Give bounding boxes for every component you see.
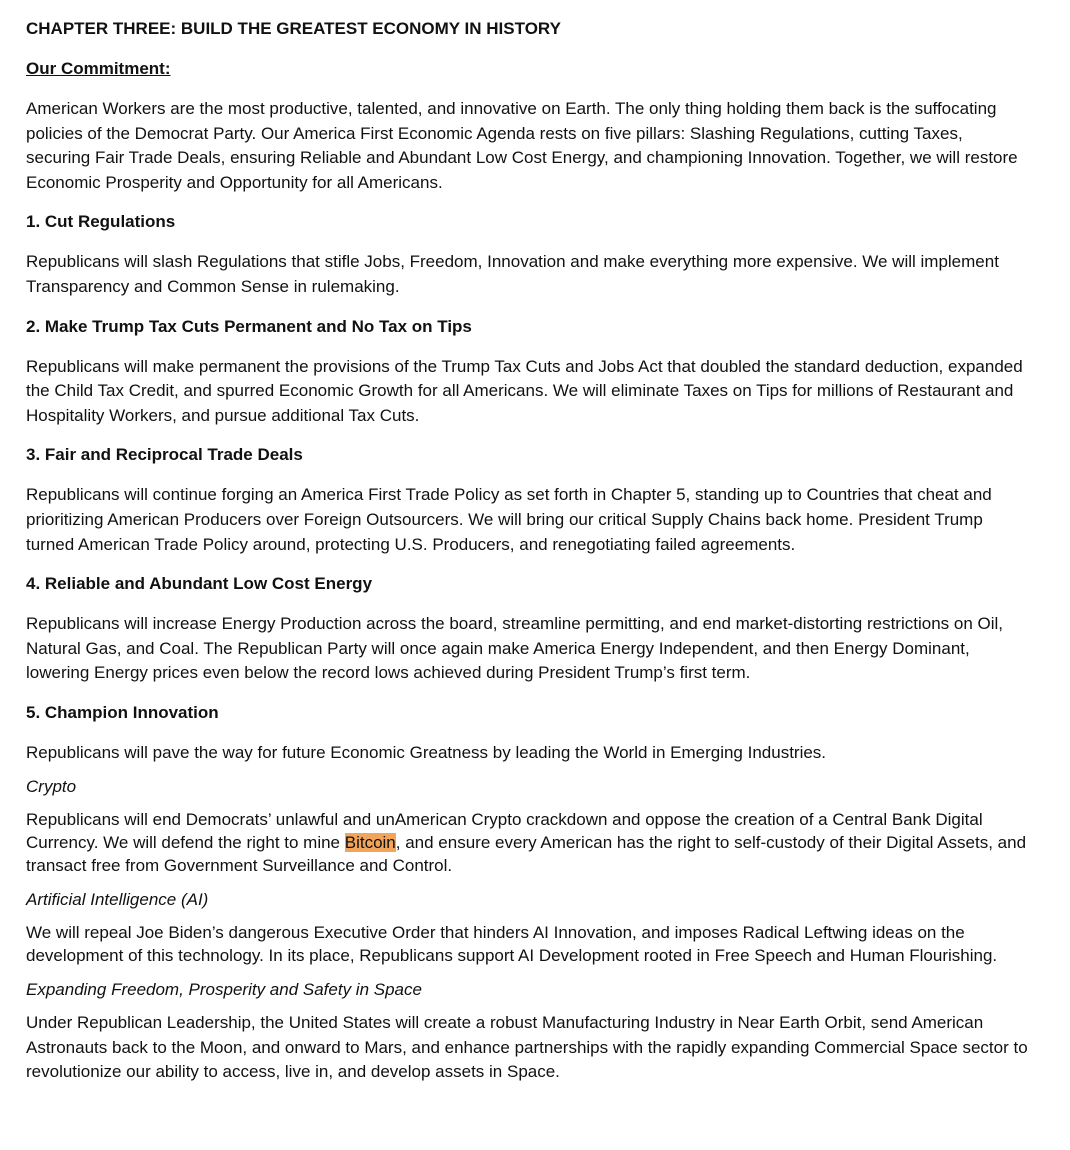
commitment-label: Our Commitment: (26, 59, 171, 78)
space-paragraph: Under Republican Leadership, the United States will create a robust Manufacturing Industry in Near Earth Orbit, send American Astronauts back to the Moon, and onward to Mars, and enhance partnerships with the rapidly expanding Commercial Space sector to revolutionize our ability to access, live in, and develop assets in Space. (26, 1012, 1028, 1082)
crypto-body-before: Republicans will end Democrats’ unlawful and unAmerican Crypto crackdown and oppose the creation of a Central Bank Digital Currency. We will defend the right to mine (26, 809, 983, 852)
section-body-tax-cuts: Republicans will make permanent the provisions of the Trump Tax Cuts and Jobs Act that doubled the standard deduction, expanded the Child Tax Credit, and spurred Economic Growth for all Americans. We will eliminate Taxes on Tips for millions of Restaurant and Hospitality Workers, and pursue additional Tax Cuts. (26, 356, 1023, 425)
section-body-cut-regulations: Republicans will slash Regulations that stifle Jobs, Freedom, Innovation and make everything more expensive. We will implement Transparency and Common Sense in rulemaking. (26, 252, 999, 296)
space-subheading: Expanding Freedom, Prosperity and Safety in Space (26, 979, 422, 999)
ai-paragraph: We will repeal Joe Biden’s dangerous Executive Order that hinders AI Innovation, and imposes Radical Leftwing ideas on the development of this technology. In its place, Republicans support AI Development rooted in Free Speech and Human Flourishing. (26, 922, 998, 965)
intro-paragraph: American Workers are the most productive, talented, and innovative on Earth. The only thing holding them back is the suffocating policies of the Democrat Party. Our America First Economic Agenda rests on five pillars: Slashing Regulations, cutting Taxes, securing Fair Trade Deals, ensuring Reliable and Abundant Low Cost Energy, and championing Innovation. Together, we will restore Economic Prosperity and Opportunity for all Americans. (26, 99, 1018, 192)
crypto-paragraph (26, 808, 1030, 877)
ai-subheading: Artificial Intelligence (AI) (26, 889, 209, 909)
section-body-innovation: Republicans will pave the way for future Economic Greatness by leading the World in Emerging Industries. (26, 742, 827, 762)
section-heading-energy: 4. Reliable and Abundant Low Cost Energy (26, 574, 373, 594)
section-heading-trade-deals: 3. Fair and Reciprocal Trade Deals (26, 445, 303, 465)
section-heading-innovation: 5. Champion Innovation (26, 702, 219, 722)
section-body-trade-deals: Republicans will continue forging an America First Trade Policy as set forth in Chapter 5, standing up to Countries that cheat and prioritizing American Producers over Foreign Outsourcers. We will bring our critical Supply Chains back home. President Trump turned American Trade Policy around, protecting U.S. Producers, and renegotiating failed agreements. (26, 485, 992, 554)
chapter-title: CHAPTER THREE: BUILD THE GREATEST ECONOMY IN HISTORY (26, 19, 561, 38)
section-heading-cut-regulations: 1. Cut Regulations (26, 212, 176, 232)
crypto-body-after: , and ensure every American has the right to self-custody of their Digital Assets, and transact free from Government Surveillance and Control. (26, 832, 1027, 875)
section-heading-tax-cuts: 2. Make Trump Tax Cuts Permanent and No Tax on Tips (26, 316, 472, 336)
section-body-energy: Republicans will increase Energy Production across the board, streamline permitting, and end market-distorting restrictions on Oil, Natural Gas, and Coal. The Republican Party will once again make America Energy Independent, and then Energy Dominant, lowering Energy prices even below the record lows achieved during President Trump’s first term. (26, 614, 1004, 683)
bitcoin-highlight: Bitcoin (344, 832, 396, 852)
crypto-subheading: Crypto (26, 776, 77, 796)
